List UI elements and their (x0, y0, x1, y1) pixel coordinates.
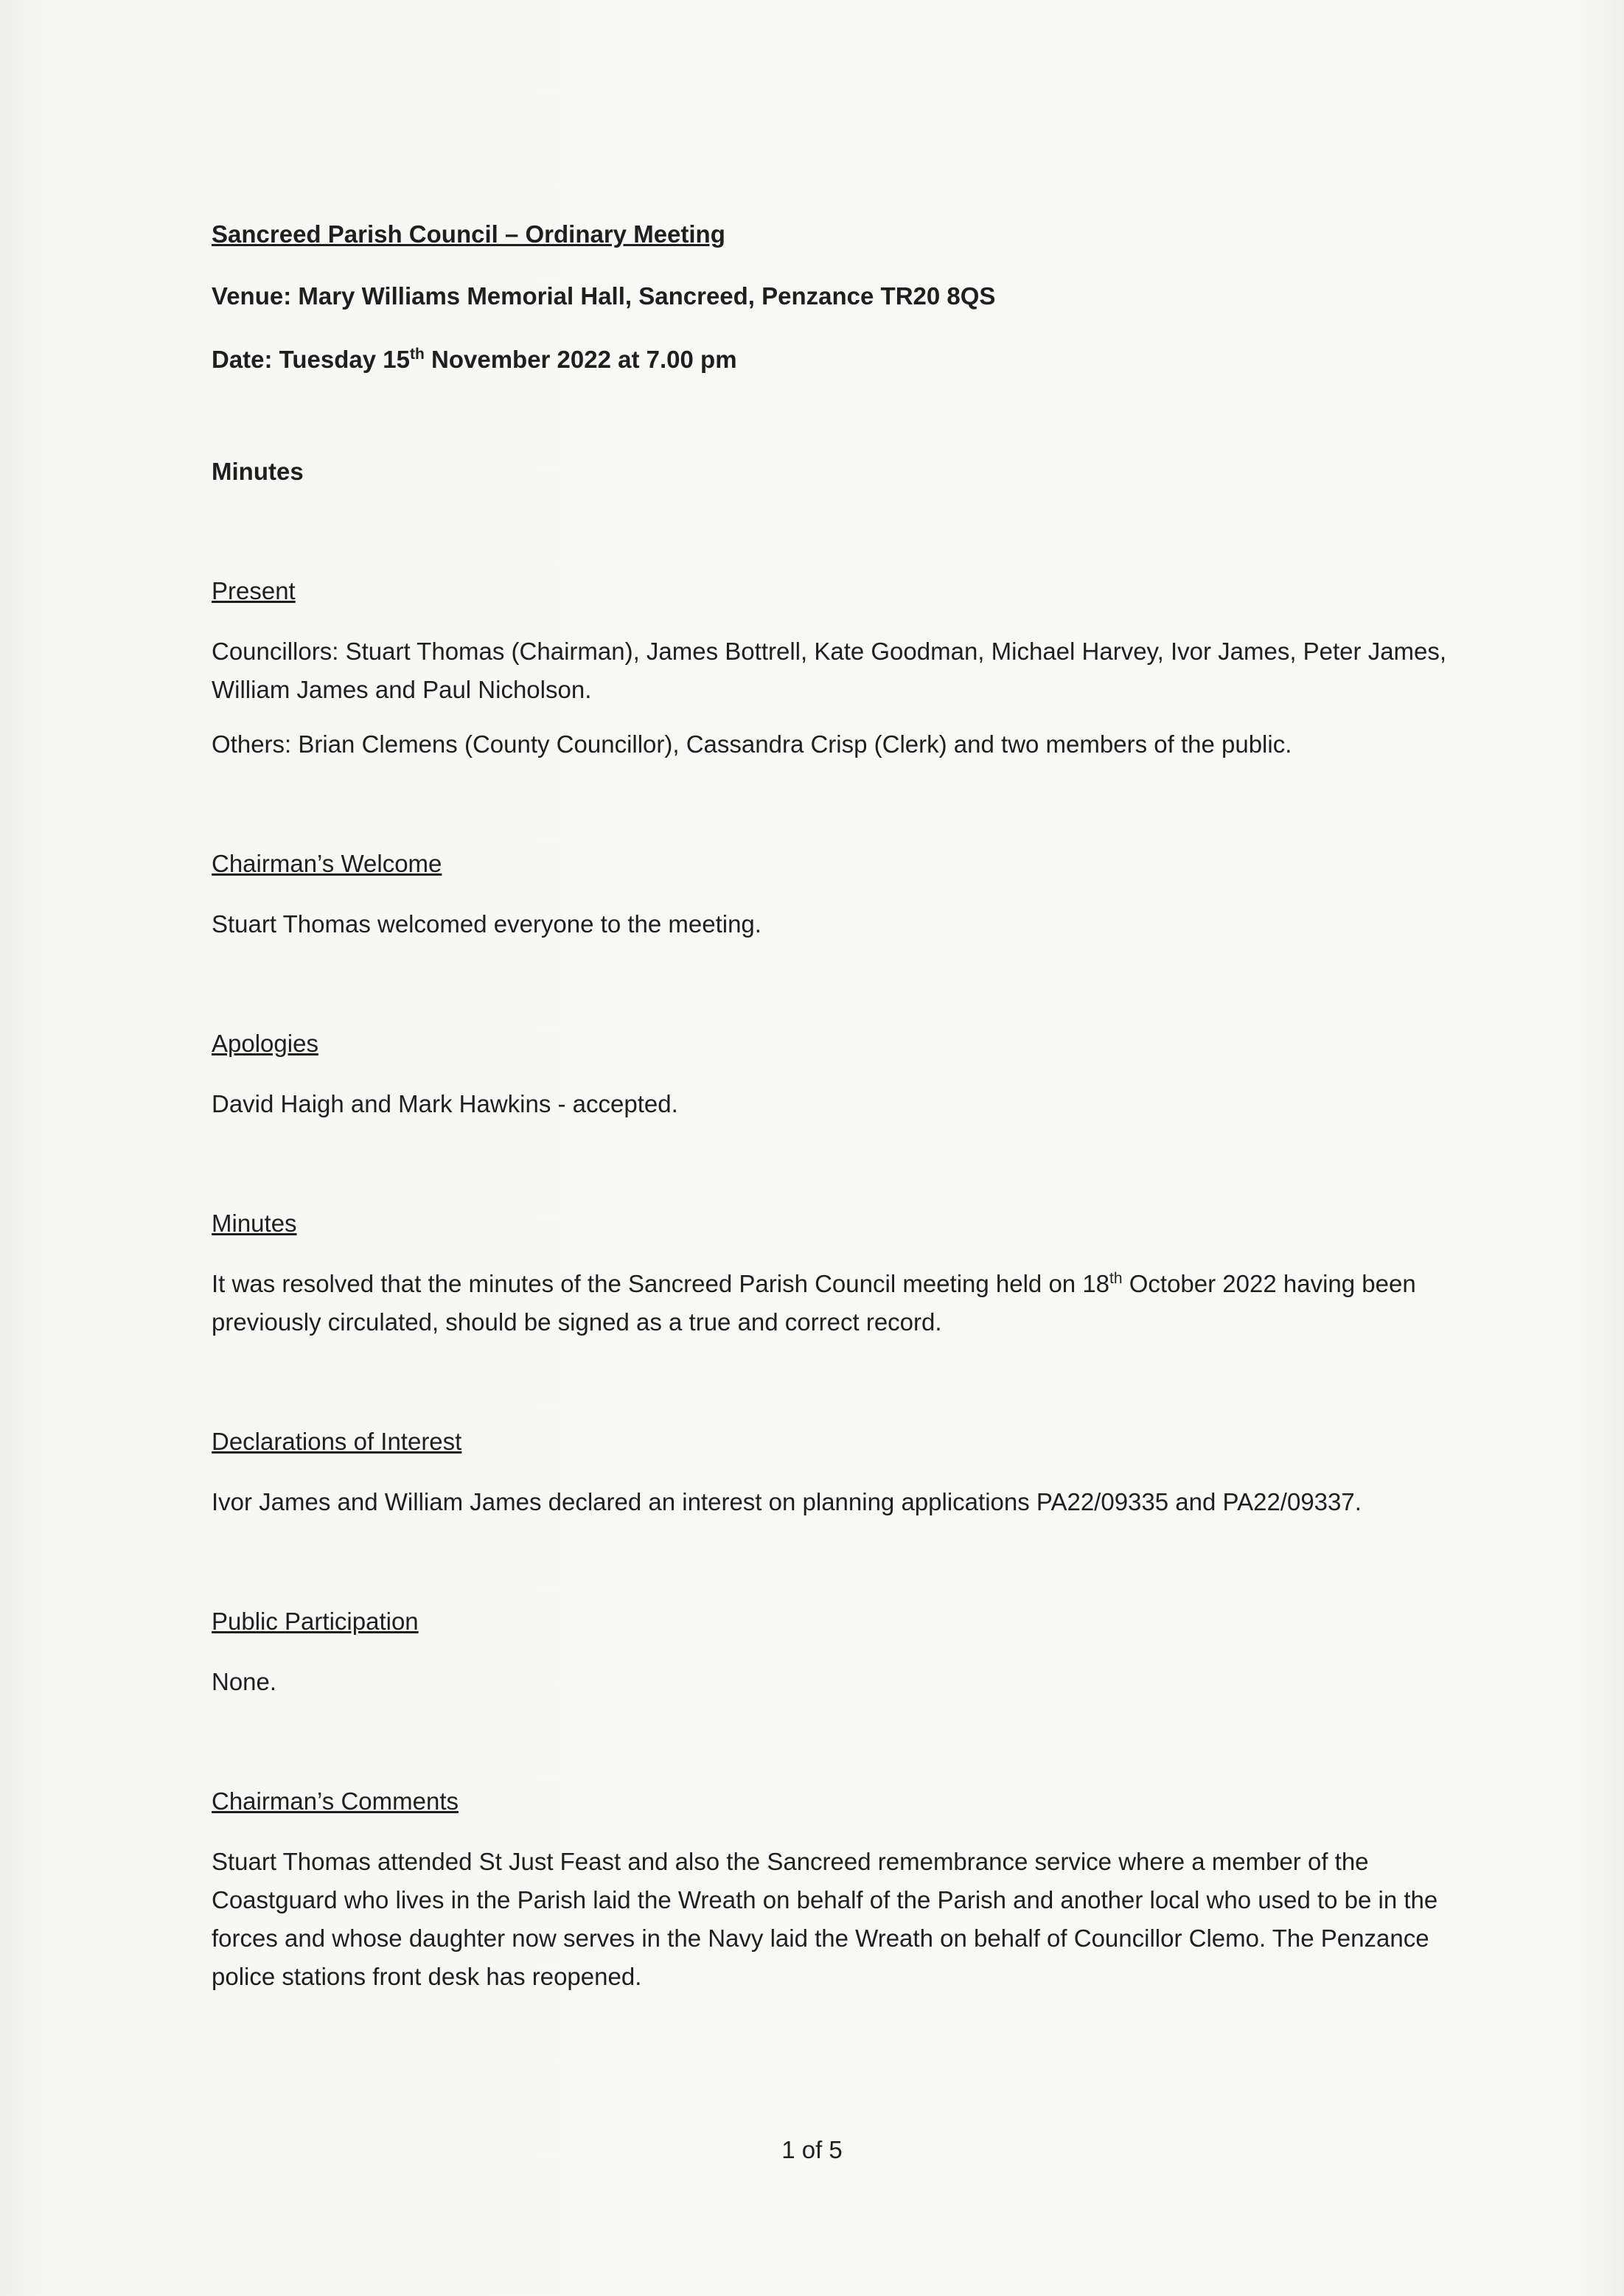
section-heading-welcome: Chairman’s Welcome (212, 850, 442, 877)
minutes-text-suffix: October 2022 having been previously circulated, should be signed as a true and correct record. (212, 1270, 1416, 1336)
page-number: 1 of 5 (781, 2136, 843, 2163)
section-minutes (212, 1204, 1450, 1341)
section-apologies (212, 1025, 1450, 1123)
public-text: None. (212, 1668, 277, 1695)
declarations-text: Ivor James and William James declared an interest on planning applications PA22/09335 and PA22/09337. (212, 1488, 1362, 1515)
meeting-date-suffix: November 2022 at 7.00 pm (424, 346, 737, 373)
section-heading-present: Present (212, 577, 296, 604)
section-heading-minutes: Minutes (212, 1210, 297, 1237)
minutes-text-prefix: It was resolved that the minutes of the Sancreed Parish Council meeting held on 18 (212, 1270, 1110, 1297)
section-heading-apologies: Apologies (212, 1030, 318, 1057)
meeting-date-prefix: Date: Tuesday 15 (212, 346, 410, 373)
minutes-date-ordinal: th (1109, 1270, 1123, 1287)
comments-text: Stuart Thomas attended St Just Feast and also the Sancreed remembrance service where a member of the Coastguard who lives in the Parish laid the Wreath on behalf of the Parish and another local who used to be in the forces and whose daughter now serves in the Navy laid the Wreath on behalf of Councillor Clemo. The Penzance police stations front desk has reopened. (212, 1848, 1438, 1990)
section-declarations (212, 1423, 1450, 1521)
welcome-text: Stuart Thomas welcomed everyone to the meeting. (212, 910, 762, 938)
section-present (212, 572, 1450, 764)
minutes-text (212, 1265, 1450, 1341)
section-chairmans-welcome (212, 845, 1450, 943)
present-councillors: Councillors: Stuart Thomas (Chairman), James Bottrell, Kate Goodman, Michael Harvey, Ivor James, Peter James, William James and Paul Nicholson. (212, 638, 1447, 703)
minutes-label: Minutes (212, 458, 304, 485)
section-heading-public: Public Participation (212, 1608, 419, 1635)
meeting-date (212, 341, 1450, 379)
section-chairmans-comments (212, 1782, 1450, 1996)
meeting-venue: Venue: Mary Williams Memorial Hall, Sancreed, Penzance TR20 8QS (212, 282, 996, 310)
section-heading-comments: Chairman’s Comments (212, 1787, 459, 1815)
apologies-text: David Haigh and Mark Hawkins - accepted. (212, 1090, 678, 1117)
meeting-date-ordinal: th (410, 346, 425, 363)
section-public-participation (212, 1602, 1450, 1701)
present-others: Others: Brian Clemens (County Councillor), Cassandra Crisp (Clerk) and two members of the public. (212, 730, 1292, 758)
section-heading-declarations: Declarations of Interest (212, 1428, 462, 1455)
document-body (212, 215, 1450, 1996)
document-title: Sancreed Parish Council – Ordinary Meeting (212, 220, 725, 248)
